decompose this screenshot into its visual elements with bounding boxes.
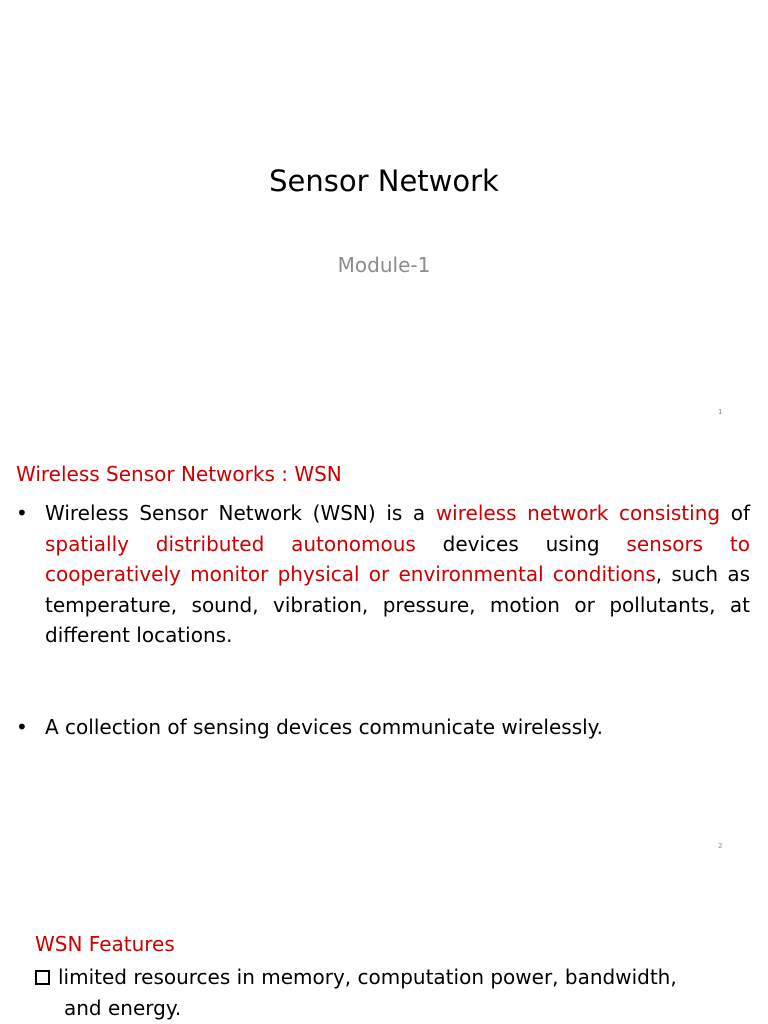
feature-text-line2: and energy. xyxy=(64,996,182,1020)
bullet-text: Wireless Sensor Network (WSN) is a xyxy=(45,501,436,525)
bullet-text: of xyxy=(720,501,750,525)
bullet-item xyxy=(16,712,750,743)
highlight-text: spatially distributed autonomous xyxy=(45,531,416,556)
bullet-text: A collection of sensing devices communicate wirelessly. xyxy=(45,714,604,739)
slide-2 xyxy=(0,432,768,864)
feature-item xyxy=(35,962,735,1024)
slide-1 xyxy=(0,0,768,430)
slide-title: WSN Features xyxy=(35,932,175,956)
bullet-text: devices using xyxy=(415,531,627,556)
slide-title: Wireless Sensor Networks : WSN xyxy=(16,462,342,486)
page-number: 2 xyxy=(718,842,723,850)
slide-3 xyxy=(0,866,768,1024)
slide-subtitle: Module-1 xyxy=(337,253,431,277)
highlight-text: sensors to cooperatively monitor physical or environmental conditions xyxy=(45,531,750,586)
page-number: 1 xyxy=(718,408,723,416)
bullet-item xyxy=(16,498,750,651)
bullet-text: , such as temperature, sound, vibration, pressure, motion or pollutants, at different locations. xyxy=(45,562,751,647)
bullet-icon: • xyxy=(16,501,28,525)
checkbox-bullet-icon xyxy=(35,970,50,985)
feature-text-line1: limited resources in memory, computation power, bandwidth, xyxy=(58,965,677,989)
highlight-text: wireless network consisting xyxy=(435,501,721,525)
bullet-list xyxy=(16,498,750,742)
bullet-icon: • xyxy=(16,714,28,739)
slide-title: Sensor Network xyxy=(269,164,499,198)
